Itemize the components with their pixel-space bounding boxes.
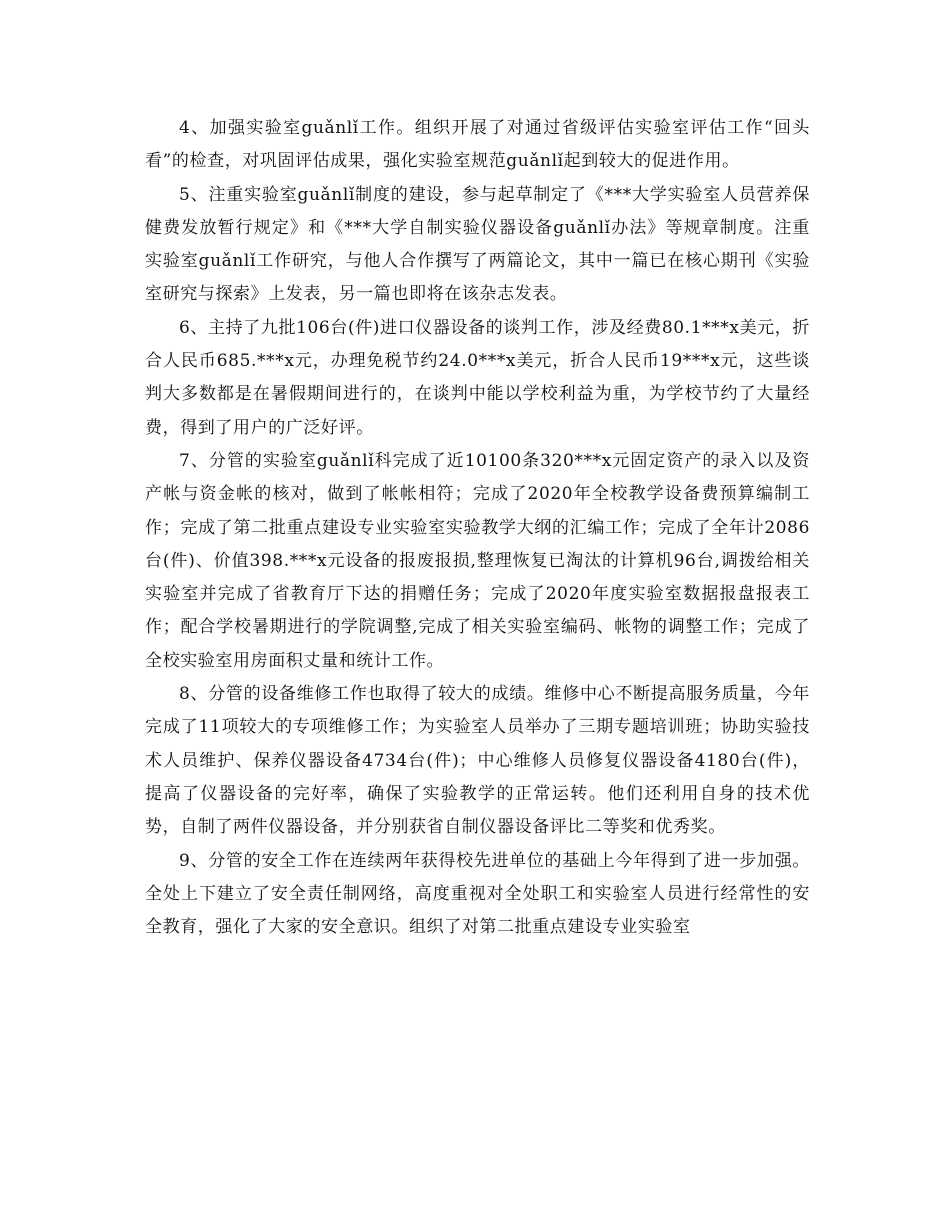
- paragraph-9: 9、分管的安全工作在连续两年获得校先进单位的基础上今年得到了进一步加强。全处上下建立了安全责任制网络，高度重视对全处职工和实验室人员进行经常性的安全教育，强化了大家的安全意识。组织了对第二批重点建设专业实验室: [145, 850, 810, 938]
- paragraph-4: 4、加强实验室guǎnlǐ工作。组织开展了对通过省级评估实验室评估工作“回头看”的检查，对巩固评估成果，强化实验室规范guǎnlǐ起到较大的促进作用。: [145, 118, 810, 172]
- document-body: [145, 112, 810, 944]
- paragraph-5: 5、注重实验室guǎnlǐ制度的建设，参与起草制定了《***大学实验室人员营养保健费发放暂行规定》和《***大学自制实验仪器设备guǎnlǐ办法》等规章制度。注重实验室guǎnlǐ工作研究，与他人合作撰写了两篇论文，其中一篇已在核心期刊《实验室研究与探索》上发表，另一篇也即将在该杂志发表。: [145, 184, 810, 305]
- paragraph-6: 6、主持了九批106台(件)进口仪器设备的谈判工作，涉及经费80.1***x美元，折合人民币685.***x元，办理免税节约24.0***x美元，折合人民币19***x元，这些谈判大多数都是在暑假期间进行的，在谈判中能以学校利益为重，为学校节约了大量经费，得到了用户的广泛好评。: [145, 317, 810, 438]
- paragraph-7: 7、分管的实验室guǎnlǐ科完成了近10100条320***x元固定资产的录入以及资产帐与资金帐的核对，做到了帐帐相符；完成了2020年全校教学设备费预算编制工作；完成了第二批重点建设专业实验室实验教学大纲的汇编工作；完成了全年计2086台(件)、价值398.***x元设备的报废报损,整理恢复已淘汰的计算机96台,调拨给相关实验室并完成了省教育厅下达的捐赠任务；完成了2020年度实验室数据报盘报表工作；配合学校暑期进行的学院调整,完成了相关实验室编码、帐物的调整工作；完成了全校实验室用房面积丈量和统计工作。: [145, 450, 810, 671]
- paragraph-8: 8、分管的设备维修工作也取得了较大的成绩。维修中心不断提高服务质量，今年完成了11项较大的专项维修工作；为实验室人员举办了三期专题培训班；协助实验技术人员维护、保养仪器设备4734台(件)；中心维修人员修复仪器设备4180台(件)，提高了仪器设备的完好率，确保了实验教学的正常运转。他们还利用自身的技术优势，自制了两件仪器设备，并分别获省自制仪器设备评比二等奖和优秀奖。: [145, 684, 810, 838]
